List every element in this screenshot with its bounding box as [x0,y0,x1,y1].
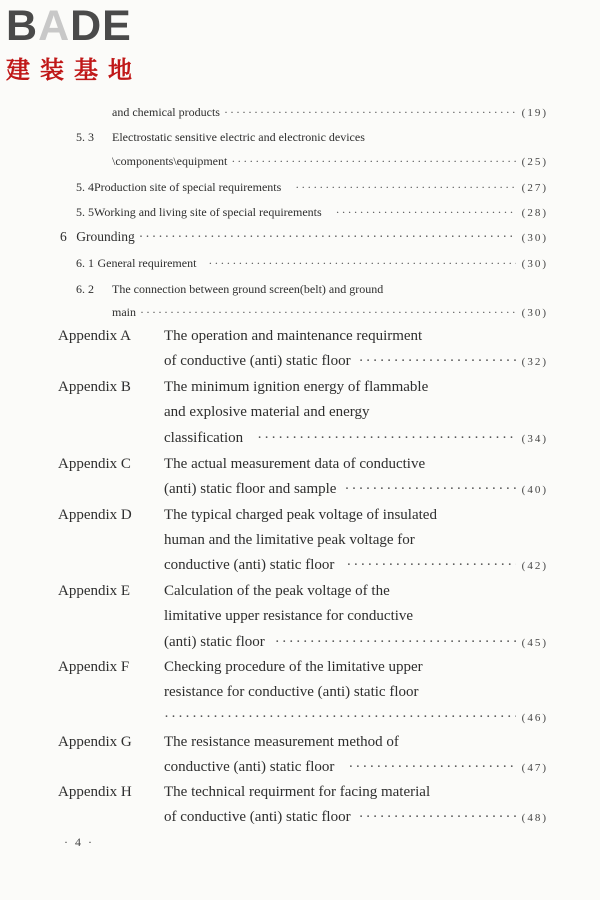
toc-entry: 5. 3 Electrostatic sensitive electric and electronic devices [76,130,365,144]
toc-appendix-c: Appendix C The actual measurement data of conductive [58,456,426,472]
toc-entry: of conductive (anti) static floor ····· (48) [164,809,548,826]
page-number: · 4 · [64,835,94,849]
toc-appendix-h: Appendix H The technical requirment for facing material [58,784,431,800]
leader-dots [257,430,516,447]
toc-entry: classification ····· (34) [164,430,548,447]
leader-dots [208,256,515,271]
leader-dots [140,305,516,320]
toc-entry: 5. 5 Working and living site of special requirements ····· (28) [76,205,548,220]
toc-entry: and chemical products ····· (19) [112,105,548,120]
toc-entry: 6. 1 General requirement ····· (30) [76,256,548,271]
toc-entry: conductive (anti) static floor ····· (42) [164,557,548,574]
toc-appendix-g: Appendix G The resistance measurement method of [58,734,399,750]
toc-entry: human and the limitative peak voltage for [164,532,415,548]
toc-chapter: 6 Grounding ····· (30) [60,229,548,245]
toc-entry: 6. 2 The connection between ground screen(belt) and ground [76,282,384,296]
toc-entry: \components\equipment ····· (25) [112,154,548,169]
toc-appendix-b: Appendix B The minimum ignition energy of flammable [58,379,429,395]
toc-entry: of conductive (anti) static floor ····· (32) [164,353,548,370]
toc-entry: (anti) static floor and sample ····· (40) [164,481,548,498]
leader-dots [224,105,516,120]
toc-entry: main ····· (30) [112,305,548,320]
leader-dots [295,180,515,195]
toc-appendix-d: Appendix D The typical charged peak voltage of insulated [58,507,437,523]
toc-entry: ····· (46) [164,709,548,726]
logo-chinese: 建装基地 [6,56,142,84]
toc-entry: limitative upper resistance for conductive [164,608,414,624]
leader-dots [359,353,516,370]
toc-entry: (anti) static floor ····· (45) [164,634,548,651]
toc-appendix-e: Appendix E Calculation of the peak voltage of the [58,583,390,599]
leader-dots [359,809,516,826]
toc-entry: 5. 4 Production site of special requirements ····· (27) [76,180,548,195]
toc-entry: conductive (anti) static floor ····· (47) [164,759,548,776]
toc-appendix-f: Appendix F Checking procedure of the limitative upper [58,659,423,675]
toc-appendix-a: Appendix A The operation and maintenance requirment [58,328,423,344]
leader-dots [275,634,516,651]
leader-dots [139,229,516,245]
leader-dots [336,205,516,220]
toc-entry: and explosive material and energy [164,404,370,420]
leader-dots [348,759,515,776]
leader-dots [231,154,515,169]
logo-wordmark: BADE [6,2,132,50]
leader-dots [346,557,515,574]
toc-entry: resistance for conductive (anti) static floor [164,684,419,700]
leader-dots [164,709,516,726]
leader-dots [344,481,515,498]
